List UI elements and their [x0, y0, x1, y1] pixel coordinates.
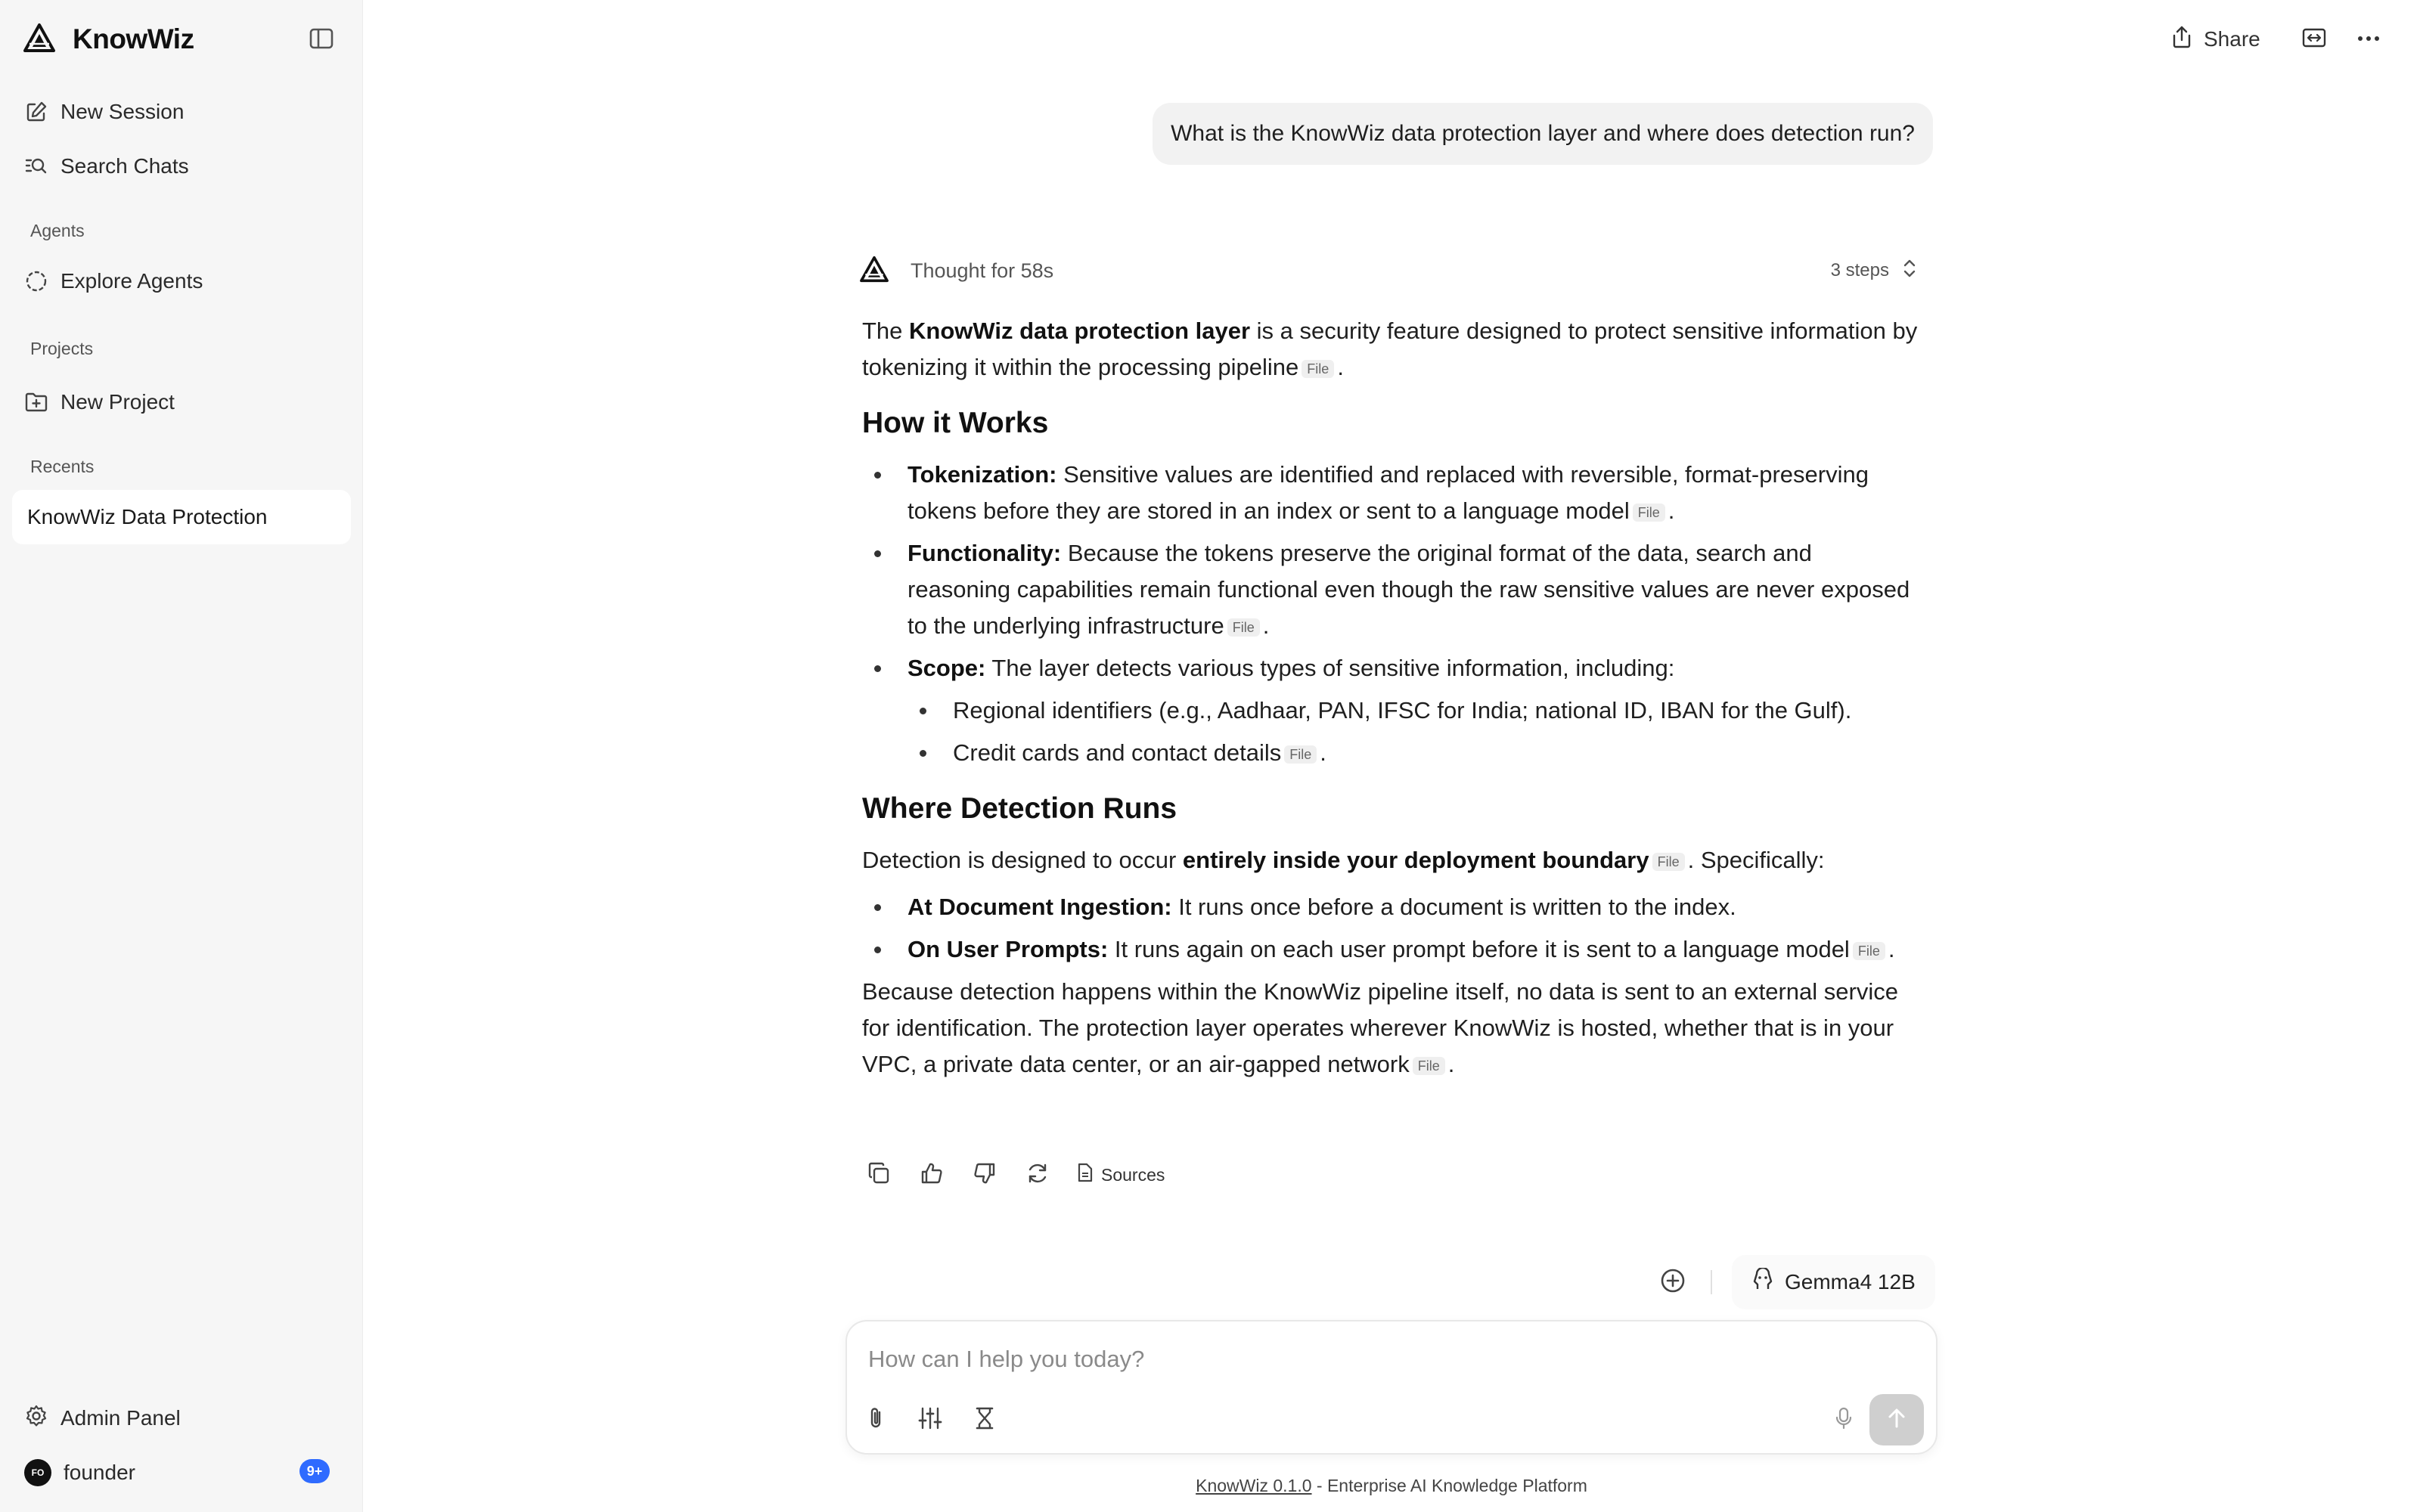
file-citation-chip[interactable]: File	[1853, 942, 1885, 960]
list-item: Credit cards and contact details File .	[862, 735, 1921, 771]
how-list	[862, 457, 1921, 686]
tools-button[interactable]	[914, 1403, 947, 1436]
copy-icon	[867, 1161, 891, 1189]
closing-text: Because detection happens within the KnowWiz pipeline itself, no data is sent to an external service for identification. The protection layer operates wherever KnowWiz is hosted, whether that is in your VPC, a private data center, or an air-gapped network	[862, 978, 1898, 1077]
share-icon	[2170, 25, 2193, 54]
search-chats-label: Search Chats	[60, 154, 189, 178]
sources-button[interactable]	[1077, 1162, 1165, 1188]
mic-icon	[1835, 1406, 1853, 1434]
list-item: Functionality: Because the tokens preserve the original format of the data, search and reasoning capabilities remain functional even though the raw sensitive values are never exposed to the underlying infrastructure File .	[862, 535, 1921, 644]
attach-file-button[interactable]	[859, 1403, 892, 1436]
plus-circle-icon	[1658, 1286, 1688, 1299]
thumbs-down-button[interactable]	[968, 1158, 1001, 1191]
logo-icon	[23, 23, 56, 57]
answer-closing: Because detection happens within the KnowWiz pipeline itself, no data is sent to an external service for identification. The protection layer operates wherever KnowWiz is hosted, whether that is in your VPC, a private data center, or an air-gapped network File .	[862, 978, 1898, 1077]
version-link[interactable]: KnowWiz 0.1.0	[1196, 1476, 1312, 1495]
admin-panel-button[interactable]	[24, 1397, 181, 1439]
file-citation-chip[interactable]: File	[1652, 853, 1685, 871]
list-item	[862, 650, 1921, 686]
regenerate-button[interactable]	[1021, 1158, 1054, 1191]
file-citation-chip[interactable]: File	[1633, 503, 1665, 522]
list-item: Tokenization: Sensitive values are identified and replaced with reversible, format-preserving tokens before they are stored in an index or sent to a language model File .	[862, 457, 1921, 529]
document-icon	[1077, 1162, 1094, 1188]
more-icon	[2356, 33, 2381, 46]
item-label: Scope:	[908, 655, 986, 681]
assistant-logo-icon	[859, 256, 889, 287]
item-text: It runs again on each user prompt before it is sent to a language model	[1108, 936, 1850, 962]
user-message-bubble: What is the KnowWiz data protection layer and where does detection run?	[1153, 103, 1933, 165]
file-citation-chip[interactable]: File	[1302, 360, 1334, 378]
user-name: founder	[64, 1461, 135, 1484]
where-intro	[862, 842, 1921, 878]
agents-section-label: Agents	[30, 221, 85, 240]
heading-where-detection-runs: Where Detection Runs	[862, 792, 1177, 825]
sources-label: Sources	[1101, 1164, 1165, 1185]
avatar: FO	[24, 1459, 51, 1486]
footer-note	[0, 1476, 2420, 1496]
recent-chat-item[interactable]: KnowWiz Data Protection	[12, 490, 351, 544]
item-text: Credit cards and contact details	[953, 739, 1282, 766]
sidebar-toggle-icon	[309, 42, 334, 54]
file-citation-chip[interactable]: File	[1413, 1057, 1445, 1075]
footer-tagline: - Enterprise AI Knowledge Platform	[1311, 1476, 1587, 1495]
model-selector[interactable]	[1732, 1255, 1935, 1309]
timer-button[interactable]	[968, 1403, 1001, 1436]
search-chats-button[interactable]	[24, 145, 189, 187]
add-attachment-button[interactable]	[1658, 1266, 1691, 1299]
item-text: Because the tokens preserve the original format of the data, search and reasoning capabilities remain functional even though the raw sensitive values are never exposed to the underlying infrastructure	[908, 540, 1910, 639]
regenerate-icon	[1025, 1161, 1050, 1189]
where-text: Detection is designed to occur	[862, 847, 1183, 873]
intro-text: The	[862, 318, 910, 344]
wide-view-icon	[2301, 26, 2327, 53]
answer-intro: The KnowWiz data protection layer is a security feature designed to protect sensitive information by tokenizing it within the processing pipeline File .	[862, 318, 1918, 380]
share-label: Share	[2204, 27, 2260, 51]
list-item: On User Prompts: It runs again on each user prompt before it is sent to a language model File .	[862, 931, 1921, 968]
new-session-label: New Session	[60, 100, 185, 123]
arrow-up-icon	[1886, 1407, 1907, 1433]
new-project-label: New Project	[60, 390, 175, 414]
model-name: Gemma4 12B	[1785, 1270, 1916, 1294]
send-button[interactable]	[1869, 1394, 1924, 1445]
chat-input[interactable]	[868, 1340, 1851, 1379]
explore-agents-button[interactable]	[24, 260, 203, 302]
steps-label: 3 steps	[1830, 260, 1889, 280]
recents-section-label: Recents	[30, 457, 95, 476]
gear-icon	[24, 1404, 48, 1433]
agents-icon	[24, 269, 48, 293]
thumbs-up-button[interactable]	[915, 1158, 948, 1191]
projects-section-label: Projects	[30, 339, 94, 358]
scope-sublist	[862, 692, 1921, 771]
message-composer	[845, 1320, 1938, 1455]
thought-label: Thought for 58s	[911, 259, 1054, 282]
admin-panel-label: Admin Panel	[60, 1406, 181, 1430]
search-icon	[24, 154, 48, 178]
assistant-answer	[862, 313, 1921, 1093]
new-session-button[interactable]	[24, 91, 184, 133]
item-label: At Document Ingestion:	[908, 894, 1172, 920]
notification-badge[interactable]: 9+	[299, 1459, 330, 1483]
thought-summary[interactable]	[859, 251, 1918, 290]
intro-bold: KnowWiz data protection layer	[909, 318, 1251, 344]
sidebar-toggle-button[interactable]	[309, 26, 337, 51]
divider	[1711, 1270, 1712, 1294]
item-label: On User Prompts:	[908, 936, 1109, 962]
sidebar	[0, 0, 363, 1512]
item-text: The layer detects various types of sensitive information, including:	[985, 655, 1675, 681]
list-item	[862, 889, 1921, 925]
file-citation-chip[interactable]: File	[1227, 618, 1260, 637]
item-text: It runs once before a document is written to the index.	[1171, 894, 1736, 920]
list-item: Regional identifiers (e.g., Aadhaar, PAN, IFSC for India; national ID, IBAN for the Gulf).	[862, 692, 1921, 729]
share-button[interactable]	[2170, 21, 2260, 57]
explore-agents-label: Explore Agents	[60, 269, 203, 293]
more-options-button[interactable]	[2352, 23, 2385, 56]
steps-toggle[interactable]	[1831, 251, 1918, 290]
intro-text-2: is a security feature designed to protect sensitive information by tokenizing it within the processing pipeline	[862, 318, 1918, 380]
chevron-updown-icon	[1901, 256, 1918, 286]
file-citation-chip[interactable]: File	[1284, 745, 1317, 764]
where-text-2: . Specifically:	[1687, 847, 1825, 873]
brand[interactable]	[23, 21, 194, 57]
copy-button[interactable]	[862, 1158, 895, 1191]
sliders-icon	[917, 1406, 943, 1434]
edit-icon	[24, 100, 48, 124]
thumbs-up-icon	[920, 1161, 944, 1189]
hourglass-icon	[975, 1406, 994, 1434]
message-actions	[862, 1157, 1165, 1193]
item-text: Sensitive values are identified and replaced with reversible, format-preserving tokens before they are stored in an index or sent to a language model	[908, 461, 1869, 524]
where-list	[862, 889, 1921, 968]
wide-view-button[interactable]	[2297, 23, 2331, 56]
paperclip-icon	[866, 1405, 886, 1435]
heading-how-it-works: How it Works	[862, 407, 1049, 439]
thumbs-down-icon	[973, 1161, 997, 1189]
item-label: Tokenization:	[908, 461, 1057, 488]
voice-input-button[interactable]	[1827, 1403, 1860, 1436]
app-name: KnowWiz	[73, 23, 194, 54]
new-project-button[interactable]	[24, 381, 175, 423]
folder-plus-icon	[24, 390, 48, 414]
item-label: Functionality:	[908, 540, 1062, 566]
model-icon	[1751, 1268, 1774, 1297]
where-bold: entirely inside your deployment boundary	[1182, 847, 1649, 873]
